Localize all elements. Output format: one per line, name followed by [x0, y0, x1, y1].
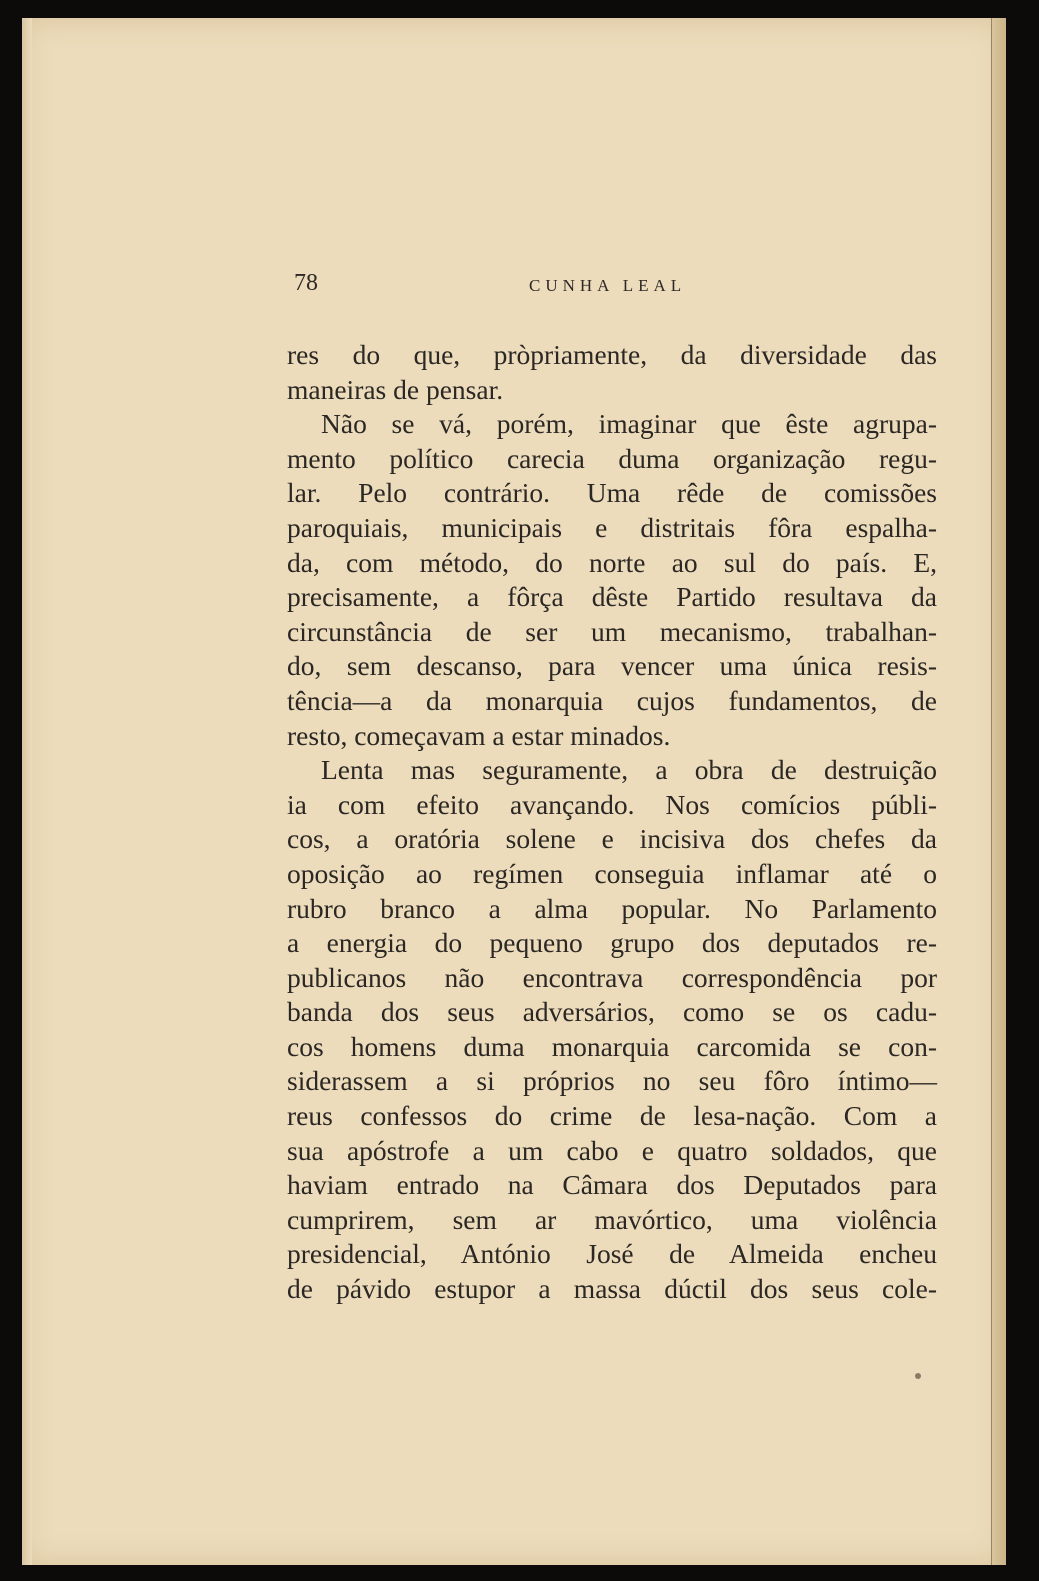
text-line: siderassem a si próprios no seu fôro íntimo—	[287, 1065, 937, 1097]
text-line: paroquiais, municipais e distritais fôra espalha-	[287, 511, 937, 543]
page-left-edge	[22, 18, 32, 1565]
text-line: reus confessos do crime de lesa-nação. Com a	[287, 1100, 937, 1132]
ink-speck	[915, 1373, 921, 1379]
text-line: publicanos não encontrava correspondência por	[287, 961, 937, 993]
text-line: do, sem descanso, para vencer uma única resis-	[287, 650, 937, 682]
page-right-edge	[991, 18, 1006, 1565]
text-line: tência—a da monarquia cujos fundamentos, de	[287, 684, 937, 716]
running-head	[294, 270, 934, 302]
text-line: cos, a oratória solene e incisiva dos chefes da	[287, 823, 937, 855]
text-line: rubro branco a alma popular. No Parlamento	[287, 892, 937, 924]
text-line: maneiras de pensar.	[287, 373, 504, 405]
text-line: de pávido estupor a massa dúctil dos seus cole-	[287, 1273, 937, 1305]
running-title: CUNHA LEAL	[529, 276, 687, 295]
text-line: oposição ao regímen conseguia inflamar até o	[287, 857, 937, 889]
text-line: banda dos seus adversários, como se os cadu-	[287, 996, 937, 1028]
text-line: cos homens duma monarquia carcomida se con-	[287, 1030, 937, 1062]
text-line: haviam entrado na Câmara dos Deputados para	[287, 1169, 937, 1201]
page-number: 78	[294, 270, 318, 296]
body-text	[287, 338, 937, 1307]
text-line: presidencial, António José de Almeida encheu	[287, 1238, 937, 1270]
text-line: ia com efeito avançando. Nos comícios públi-	[287, 788, 937, 820]
text-line: Não se vá, porém, imaginar que êste agrupa-	[321, 408, 937, 440]
text-line: lar. Pelo contrário. Uma rêde de comissões	[287, 477, 937, 509]
text-line: mento político carecia duma organização regu-	[287, 442, 937, 474]
text-line: circunstância de ser um mecanismo, trabalhan-	[287, 615, 937, 647]
book-page	[22, 18, 1006, 1565]
text-line: sua apóstrofe a um cabo e quatro soldados, que	[287, 1134, 937, 1166]
text-line: res do que, pròpriamente, da diversidade das	[287, 339, 937, 370]
text-line: cumprirem, sem ar mavórtico, uma violência	[287, 1203, 937, 1235]
text-line: Lenta mas seguramente, a obra de destruição	[321, 754, 937, 786]
text-line: a energia do pequeno grupo dos deputados re-	[287, 927, 937, 959]
text-line: resto, começavam a estar minados.	[287, 719, 671, 751]
text-line: precisamente, a fôrça dêste Partido resultava da	[287, 581, 937, 613]
text-line: da, com método, do norte ao sul do país. E,	[287, 546, 937, 578]
